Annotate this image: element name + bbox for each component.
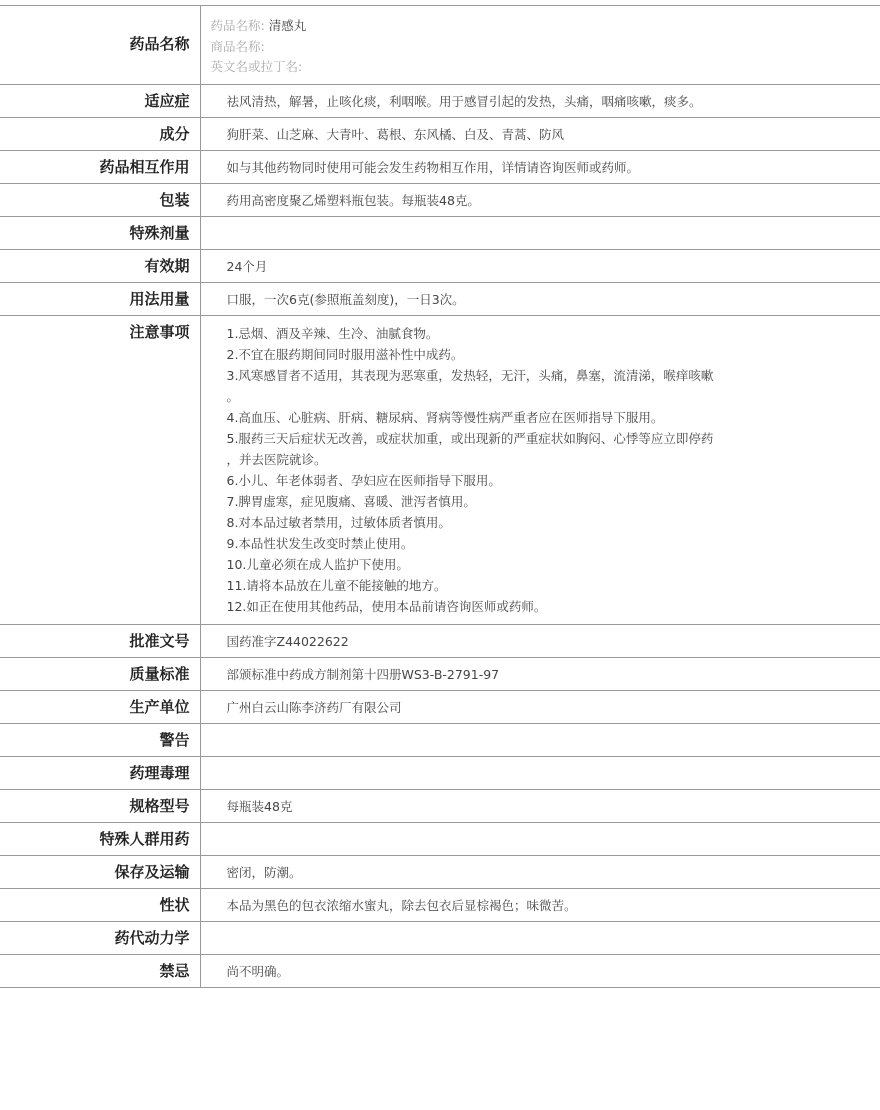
row-drug-name [0,6,880,85]
special-population-value [200,822,880,855]
english-name-line [211,57,871,78]
row-warning [0,723,880,756]
ingredients-value: 狗肝菜、山芝麻、大青叶、葛根、东风橘、白及、青蒿、防风 [200,117,880,150]
interactions-value: 如与其他药物同时使用可能会发生药物相互作用，详情请咨询医师或药师。 [200,150,880,183]
pharmacokinetics-label: 药代动力学 [0,921,200,954]
special-dosage-value [200,216,880,249]
precautions-value [200,315,880,624]
approval-number-label: 批准文号 [0,624,200,657]
row-manufacturer [0,690,880,723]
row-packaging [0,183,880,216]
precaution-line: 11.请将本品放在儿童不能接触的地方。 [226,577,447,593]
english-name-key: 英文名或拉丁名: [210,59,303,74]
row-ingredients [0,117,880,150]
indications-value: 祛风清热，解暑，止咳化痰，利咽喉。用于感冒引起的发热，头痛，咽痛咳嗽，痰多。 [200,84,880,117]
toxicology-label: 药理毒理 [0,756,200,789]
row-specification [0,789,880,822]
warning-value [200,723,880,756]
indications-label: 适应症 [0,84,200,117]
shelf-life-value: 24个月 [200,249,880,282]
generic-name-key: 药品名称: [210,18,265,33]
precaution-line: 7.脾胃虚寒，症见腹痛、喜暖、泄泻者慎用。 [226,493,476,509]
precaution-line: 10.儿童必须在成人监护下使用。 [226,556,409,572]
precaution-line: 6.小儿、年老体弱者、孕妇应在医师指导下服用。 [226,472,501,488]
pharmacokinetics-value [200,921,880,954]
row-special-dosage [0,216,880,249]
ingredients-label: 成分 [0,117,200,150]
precautions-list [227,323,775,617]
precaution-line: 8.对本品过敏者禁用，过敏体质者慎用。 [226,514,451,530]
drug-name-label: 药品名称 [0,6,200,85]
manufacturer-value: 广州白云山陈李济药厂有限公司 [200,690,880,723]
quality-standard-label: 质量标准 [0,657,200,690]
storage-value: 密闭，防潮。 [200,855,880,888]
row-precautions [0,315,880,624]
special-dosage-label: 特殊剂量 [0,216,200,249]
row-special-population [0,822,880,855]
precaution-line: 。 [226,388,240,404]
row-storage [0,855,880,888]
usage-value: 口服，一次6克(参照瓶盖刻度)，一日3次。 [200,282,880,315]
precaution-line: 1.忌烟、酒及辛辣、生冷、油腻食物。 [226,325,439,341]
row-approval-number [0,624,880,657]
appearance-label: 性状 [0,888,200,921]
generic-name-value: 清感丸 [268,18,307,33]
row-pharmacokinetics [0,921,880,954]
row-indications [0,84,880,117]
manufacturer-label: 生产单位 [0,690,200,723]
drug-info-table [0,5,880,988]
interactions-label: 药品相互作用 [0,150,200,183]
packaging-label: 包装 [0,183,200,216]
row-quality-standard [0,657,880,690]
trade-name-key: 商品名称: [210,38,265,54]
precaution-line: 12.如正在使用其他药品，使用本品前请咨询医师或药师。 [226,598,547,614]
row-interactions [0,150,880,183]
precaution-line: 3.风寒感冒者不适用，其表现为恶寒重，发热轻，无汗，头痛，鼻塞，流清涕，喉痒咳嗽 [226,367,714,383]
special-population-label: 特殊人群用药 [0,822,200,855]
appearance-value: 本品为黑色的包衣浓缩水蜜丸，除去包衣后显棕褐色；味微苦。 [200,888,880,921]
toxicology-value [200,756,880,789]
precautions-label: 注意事项 [0,315,200,624]
generic-name-line [211,16,871,37]
quality-standard-value: 部颁标准中药成方制剂第十四册WS3-B-2791-97 [200,657,880,690]
specification-value: 每瓶装48克 [200,789,880,822]
drug-name-block [200,6,880,85]
contraindications-value: 尚不明确。 [200,954,880,987]
shelf-life-label: 有效期 [0,249,200,282]
row-usage [0,282,880,315]
usage-label: 用法用量 [0,282,200,315]
row-shelf-life [0,249,880,282]
precaution-line: 5.服药三天后症状无改善，或症状加重，或出现新的严重症状如胸闷、心悸等应立即停药 [226,430,714,446]
row-appearance [0,888,880,921]
specification-label: 规格型号 [0,789,200,822]
precaution-line: ，并去医院就诊。 [226,451,327,467]
warning-label: 警告 [0,723,200,756]
trade-name-line [211,37,871,58]
storage-label: 保存及运输 [0,855,200,888]
approval-number-value: 国药准字Z44022622 [200,624,880,657]
precaution-line: 2.不宜在服药期间同时服用滋补性中成药。 [226,346,464,362]
packaging-value: 药用高密度聚乙烯塑料瓶包装。每瓶装48克。 [200,183,880,216]
precaution-line: 9.本品性状发生改变时禁止使用。 [226,535,414,551]
row-contraindications [0,954,880,987]
row-toxicology [0,756,880,789]
precaution-line: 4.高血压、心脏病、肝病、糖尿病、肾病等慢性病严重者应在医师指导下服用。 [226,409,664,425]
contraindications-label: 禁忌 [0,954,200,987]
